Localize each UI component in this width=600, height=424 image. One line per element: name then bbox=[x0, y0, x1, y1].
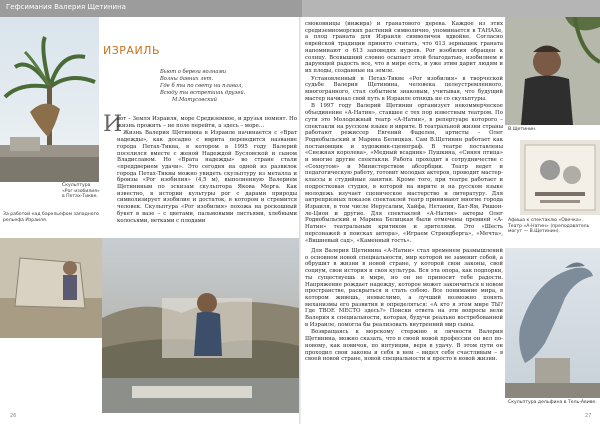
text-column-3 bbox=[305, 248, 503, 410]
dolphin-caption: Скульптура дельфина в Тель-Авиве. bbox=[508, 400, 597, 405]
epigraph-line: Всюду ты встретишь друзей. bbox=[160, 90, 246, 96]
poster-caption: Афиша к спектаклю «Овечка». Театр «А-Натин» (преподаватель могут — В.Щетинин). bbox=[508, 218, 590, 235]
paragraph: В 1997 году Валерий Щетинин организует некоммерческое объединение «А-Натин», ставшее с тех пор известным театром. По сути это Молодежный театр «А-Натин», в репертуаре которого – спектакли на русском языке и иврите. В театральной жизни страны работают режиссер Евгений Фаделен, артисты – Олег Роднобыльский и Марина Белицкая. Сам В.Щетинин работает как постановщик и художник-сценограф. В театре поставлены «Снежная королева», «Медный всадник» Пушкина, «Синяя птица» и многие другие спектакли. Работа проходит в сотрудничестве с «Сохнутом» и Министерством абсорбции. Театр ведет и педагогическую работу, готовит молодых актеров, проводит мастер-классы и студийные занятия. Кроме того, при театре работает и подростковая студия, в которой на иврите и на русском языке молодежь изучает сценическое мастерство и литературу. Для антрепризных показов спектаклей театр принимают многие города Израиля, в том числе Иерусалим, Хайфа, Нетания, Бат-Ям, Ришон-ле-Цион и другие. Для спектаклей «А-Натин» актеры Олег Роднобыльский и Марина Белицкая были отмечены премией «А-Натин» театральным критиком и зрителями. Это «Шесть персонажей в поисках автора», «Играем Стриндберга», «Мечта», «Вишневый сад», «Каменный гость». bbox=[305, 103, 503, 244]
poster-photo bbox=[520, 140, 600, 215]
epigraph-author: М.Матусовский bbox=[172, 97, 218, 103]
paragraph: Возвращаясь к морскому стержню и личности Валерия Щетинина, можно сказать, что в своей новой профессии он вел по-новому, как новичок, по интуиции, веря в удачу. В этом пути он проходил свои законы и себя в нем – видел себя счастливым – в своей новой стране, новой специальности и просто в новой жизни. bbox=[305, 329, 503, 363]
text-column-2 bbox=[305, 21, 503, 246]
workshop-photo bbox=[0, 238, 102, 338]
header-title: Гефсимания Валерия Щетинина bbox=[6, 3, 126, 11]
epigraph-line: Бьют о берега волнами bbox=[160, 69, 227, 75]
landscape-photo bbox=[102, 238, 299, 413]
article-title: ИЗРАИЛЬ bbox=[103, 44, 160, 57]
paragraph: вот – Земля Израиля, море Средиземное, и друзья помнят. Но жизнь прожить – не поле перейти, а здесь – море… bbox=[117, 116, 297, 129]
sculpture-caption: Скульптура «Рог изобилия» в Петах-Тикве. bbox=[62, 183, 100, 200]
epigraph bbox=[160, 69, 300, 104]
epigraph-line: Где б ты по свету ни плавал, bbox=[160, 83, 243, 89]
workshop-caption: За работой над барельефом западного рельефа Израиля. bbox=[3, 212, 99, 223]
page-header-right bbox=[302, 0, 600, 17]
page-number-left: 26 bbox=[10, 413, 17, 419]
paragraph: Установленный в Петах-Тикве «Рог изобилия» в творческой судьбе Валерия Щетинина, человека целеустремленного, многогранного, стал событием знаковым, учитывая, что будущий мастер начинал свой путь в Израиле отнюдь не со скульптуры. bbox=[305, 75, 503, 102]
text-column-1 bbox=[117, 116, 297, 236]
paragraph: Для Валерия Щетинина «А-Натин» стал временем размышлений о основном новой специальности, мир которой не заменит собой, а обрушит в жизни в новой стране, у которой свои законы, свой социум, свои история и своя культура. Вся эта опора, как подпорки, ты существуешь в мире, но он не приносит тебе радости. Напряжение рождает надежду, которое может закончиться в новом пространстве, раскрыться и стать собою. Все понимание мира, в котором живешь, немыслимо, а лучший возможно понять механизмы его развития и определяться: «А кто я этом мире ТЫ? Где ТВОЕ МЕСТО здесь?» Поиски ответа на эти вопросы вели Валерия к специальности, которая, будучи реально востребованной в Израиле, помогла бы реализовать внутренний мир сыны. bbox=[305, 248, 503, 328]
portrait-caption: В.Щетинин. bbox=[508, 127, 537, 132]
epigraph-line: Волны давних лет. bbox=[160, 76, 214, 82]
page-number-right: 27 bbox=[585, 413, 592, 419]
paragraph: смоковницы (инжира) и гранатового дерева. Каждое из этих средиземноморских растений символично, упоминается в ТАНАХе, а плод граната для Израиля символичен вдвойне. Согласно еврейской традиции принято считать, что 613 зернышек граната напоминают о 613 заповедях иудеев. Рог изобилия обращен к солнцу. Всевышний словно осыпает этой благодатью, изобилием и дарующей радость все, что в мире есть, и уже этим дарит людям и их плоды, созданные на земле. bbox=[305, 21, 503, 74]
drop-cap: И bbox=[103, 112, 123, 137]
portrait-photo bbox=[505, 17, 600, 125]
gutter bbox=[299, 17, 301, 424]
paragraph: Жизнь Валерия Щетинина в Израиле начинается с «Врат надежды», как досадно с иврита переводится название города Петах-Тиква, в котором в 1995 году Валерий поселился вместе с женой Надеждой Бусловской и сыном Владиславом. Но «Врата надежды» во стране стали «преддверием удачи». Это сегодня на одной из развилок города Петах-Тиквы можно увидеть скульптуру из металла и бронзы «Рог изобилия» (4,5 м), выполненную Валерием Щетининым по эскизам скульптора Якова Мерга. Как известно, в истории культуры рог с дарами природы символизирует изобилие и достаток, в котором и стремится человек. Скульптура «Рог изобилия» похожа на роскошный букет в вазе – с цветами, пальмовыми листьями, хлебными колосьями, ветками с плодами bbox=[117, 130, 297, 224]
dolphin-photo bbox=[505, 248, 600, 398]
sculpture-photo bbox=[0, 17, 99, 182]
